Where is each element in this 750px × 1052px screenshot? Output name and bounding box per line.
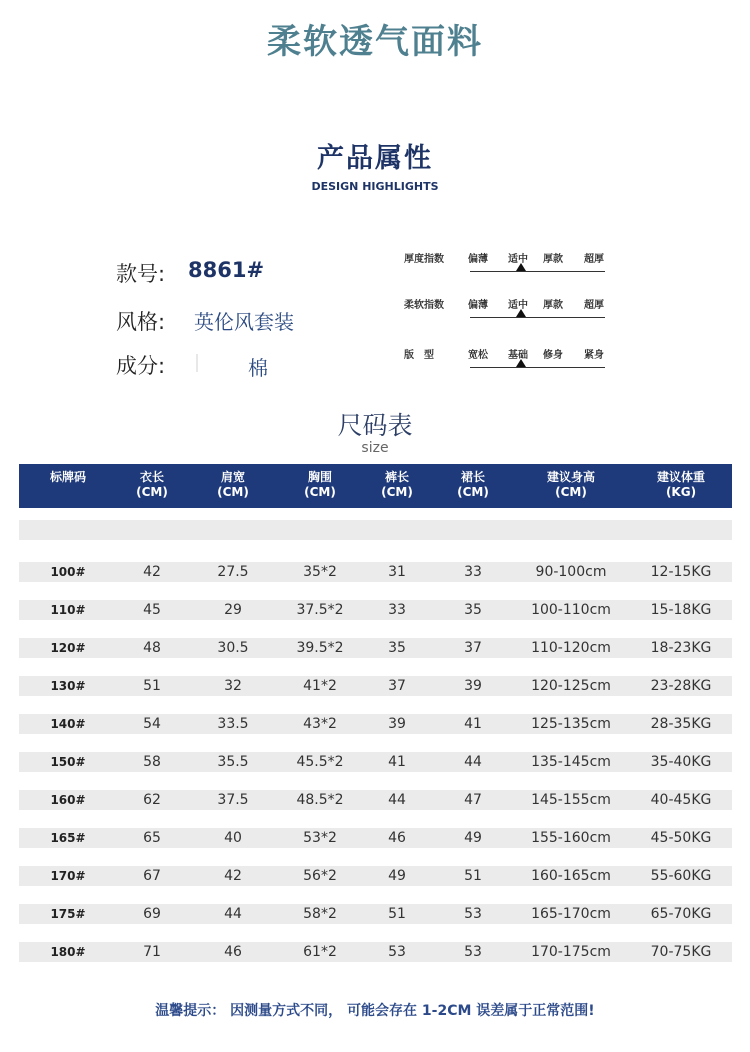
- table-cell: 51: [388, 906, 406, 922]
- scale-option: 适中: [508, 254, 528, 265]
- header-unit: (CM): [381, 485, 413, 499]
- header-label: 建议身高: [546, 470, 595, 484]
- header-unit: (CM): [136, 485, 168, 499]
- table-header-cell: [23, 470, 113, 485]
- table-cell: 51: [143, 678, 161, 694]
- size-tag-cell: 100#: [50, 565, 86, 579]
- scale-marker-icon: [516, 359, 526, 367]
- scale-option: 超厚: [584, 254, 604, 265]
- table-cell: 30.5: [217, 640, 249, 656]
- table-cell: 41: [464, 716, 482, 732]
- table-cell: 44: [464, 754, 482, 770]
- table-cell: 23-28KG: [650, 678, 712, 694]
- table-cell: 120-125cm: [531, 678, 611, 694]
- table-cell: 18-23KG: [650, 640, 712, 656]
- style-value: 英伦风套装: [194, 310, 294, 334]
- table-cell: 37.5: [217, 792, 249, 808]
- scale-marker-icon: [516, 309, 526, 317]
- table-cell: 42: [143, 564, 161, 580]
- table-cell: 55-60KG: [650, 868, 712, 884]
- table-cell: 45-50KG: [650, 830, 712, 846]
- section-title: 产品属性: [317, 143, 433, 174]
- table-cell: 28-35KG: [650, 716, 712, 732]
- table-cell: 110-120cm: [531, 640, 611, 656]
- table-cell: 33.5: [217, 716, 249, 732]
- table-cell: 33: [388, 602, 406, 618]
- header-label: 标牌码: [49, 470, 86, 484]
- table-header-cell: [188, 470, 278, 500]
- table-cell: 44: [224, 906, 242, 922]
- table-header-cell: [428, 470, 518, 500]
- table-cell: 43*2: [303, 716, 337, 732]
- footer-note: 温馨提示： 因测量方式不同， 可能会存在 1-2CM 误差属于正常范围!: [155, 1003, 595, 1019]
- table-cell: 135-145cm: [531, 754, 611, 770]
- table-cell: 39: [388, 716, 406, 732]
- table-cell: 58: [143, 754, 161, 770]
- table-cell: 33: [464, 564, 482, 580]
- scale-line: [470, 367, 605, 368]
- scale-line: [470, 271, 605, 272]
- size-tag-cell: 165#: [50, 831, 86, 845]
- size-tag-cell: 180#: [50, 945, 86, 959]
- table-cell: 39: [464, 678, 482, 694]
- scale-option: 厚款: [543, 300, 563, 311]
- header-label: 肩宽: [220, 470, 245, 484]
- table-cell: 27.5: [217, 564, 249, 580]
- size-table-subtitle: size: [361, 440, 389, 456]
- header-unit: (CM): [457, 485, 489, 499]
- table-cell: 90-100cm: [535, 564, 607, 580]
- table-cell: 49: [464, 830, 482, 846]
- table-cell: 125-135cm: [531, 716, 611, 732]
- table-cell: 160-165cm: [531, 868, 611, 884]
- table-cell: 15-18KG: [650, 602, 712, 618]
- table-cell: 37: [388, 678, 406, 694]
- size-tag-cell: 160#: [50, 793, 86, 807]
- table-cell: 67: [143, 868, 161, 884]
- table-cell: 32: [224, 678, 242, 694]
- table-cell: 42: [224, 868, 242, 884]
- table-cell: 70-75KG: [650, 944, 712, 960]
- style-label: 风格:: [116, 310, 166, 334]
- table-cell: 65: [143, 830, 161, 846]
- table-cell: 35*2: [303, 564, 337, 580]
- section-subtitle: DESIGN HIGHLIGHTS: [311, 180, 439, 193]
- scale-option: 宽松: [468, 350, 488, 361]
- table-cell: 54: [143, 716, 161, 732]
- table-cell: 53*2: [303, 830, 337, 846]
- table-cell: 45: [143, 602, 161, 618]
- scale-line: [470, 317, 605, 318]
- table-cell: 46: [388, 830, 406, 846]
- table-cell: 45.5*2: [296, 754, 344, 770]
- size-tag-cell: 140#: [50, 717, 86, 731]
- scale-label: 柔软指数: [404, 300, 444, 311]
- table-cell: 44: [388, 792, 406, 808]
- table-cell: 49: [388, 868, 406, 884]
- scale-option: 适中: [508, 300, 528, 311]
- size-tag-cell: 170#: [50, 869, 86, 883]
- size-tag-cell: 130#: [50, 679, 86, 693]
- scale-option: 紧身: [584, 350, 604, 361]
- scale-option: 偏薄: [468, 300, 488, 311]
- material-label: 成分:: [116, 354, 166, 378]
- header-label: 裤长: [384, 470, 409, 484]
- table-header-cell: [526, 470, 616, 500]
- scale-label: 版 型: [404, 350, 434, 361]
- table-header-cell: [636, 470, 726, 500]
- table-cell: 56*2: [303, 868, 337, 884]
- table-cell: 69: [143, 906, 161, 922]
- scale-option: 超厚: [584, 300, 604, 311]
- scale-option: 厚款: [543, 254, 563, 265]
- table-cell: 37.5*2: [296, 602, 344, 618]
- size-tag-cell: 110#: [50, 603, 86, 617]
- table-cell: 40-45KG: [650, 792, 712, 808]
- table-cell: 100-110cm: [531, 602, 611, 618]
- size-tag-cell: 150#: [50, 755, 86, 769]
- header-unit: (CM): [217, 485, 249, 499]
- style-number-value: 8861#: [188, 258, 265, 282]
- table-cell: 37: [464, 640, 482, 656]
- material-mark: [196, 354, 198, 372]
- table-cell: 145-155cm: [531, 792, 611, 808]
- table-cell: 35-40KG: [650, 754, 712, 770]
- table-cell: 41: [388, 754, 406, 770]
- table-cell: 39.5*2: [296, 640, 344, 656]
- table-cell: 31: [388, 564, 406, 580]
- size-table-header: [19, 464, 732, 508]
- style-number-label: 款号:: [116, 262, 166, 286]
- table-cell: 48.5*2: [296, 792, 344, 808]
- size-tag-cell: 120#: [50, 641, 86, 655]
- header-unit: (KG): [665, 485, 697, 499]
- table-cell: 62: [143, 792, 161, 808]
- table-cell: 29: [224, 602, 242, 618]
- table-cell: 53: [388, 944, 406, 960]
- scale-option: 修身: [543, 350, 563, 361]
- header-unit: (CM): [555, 485, 587, 499]
- scale-marker-icon: [516, 263, 526, 271]
- table-cell: 61*2: [303, 944, 337, 960]
- scale-option: 基础: [508, 350, 528, 361]
- table-cell: 46: [224, 944, 242, 960]
- table-header-cell: [107, 470, 197, 500]
- table-blank-row: [19, 520, 732, 540]
- table-cell: 71: [143, 944, 161, 960]
- table-cell: 65-70KG: [650, 906, 712, 922]
- header-label: 衣长: [139, 470, 164, 484]
- table-cell: 40: [224, 830, 242, 846]
- table-cell: 12-15KG: [650, 564, 712, 580]
- table-cell: 53: [464, 906, 482, 922]
- table-cell: 41*2: [303, 678, 337, 694]
- table-cell: 48: [143, 640, 161, 656]
- header-label: 建议体重: [656, 470, 705, 484]
- table-cell: 35.5: [217, 754, 249, 770]
- header-unit: (CM): [304, 485, 336, 499]
- table-cell: 35: [388, 640, 406, 656]
- size-table-title: 尺码表: [337, 411, 413, 440]
- table-cell: 165-170cm: [531, 906, 611, 922]
- header-label: 裙长: [460, 470, 485, 484]
- material-value: 棉: [248, 356, 268, 380]
- banner-title: 柔软透气面料: [267, 22, 483, 62]
- size-tag-cell: 175#: [50, 907, 86, 921]
- scale-option: 偏薄: [468, 254, 488, 265]
- table-cell: 170-175cm: [531, 944, 611, 960]
- table-cell: 51: [464, 868, 482, 884]
- table-cell: 35: [464, 602, 482, 618]
- table-cell: 53: [464, 944, 482, 960]
- table-cell: 155-160cm: [531, 830, 611, 846]
- table-cell: 58*2: [303, 906, 337, 922]
- header-label: 胸围: [307, 470, 332, 484]
- table-cell: 47: [464, 792, 482, 808]
- scale-label: 厚度指数: [404, 254, 444, 265]
